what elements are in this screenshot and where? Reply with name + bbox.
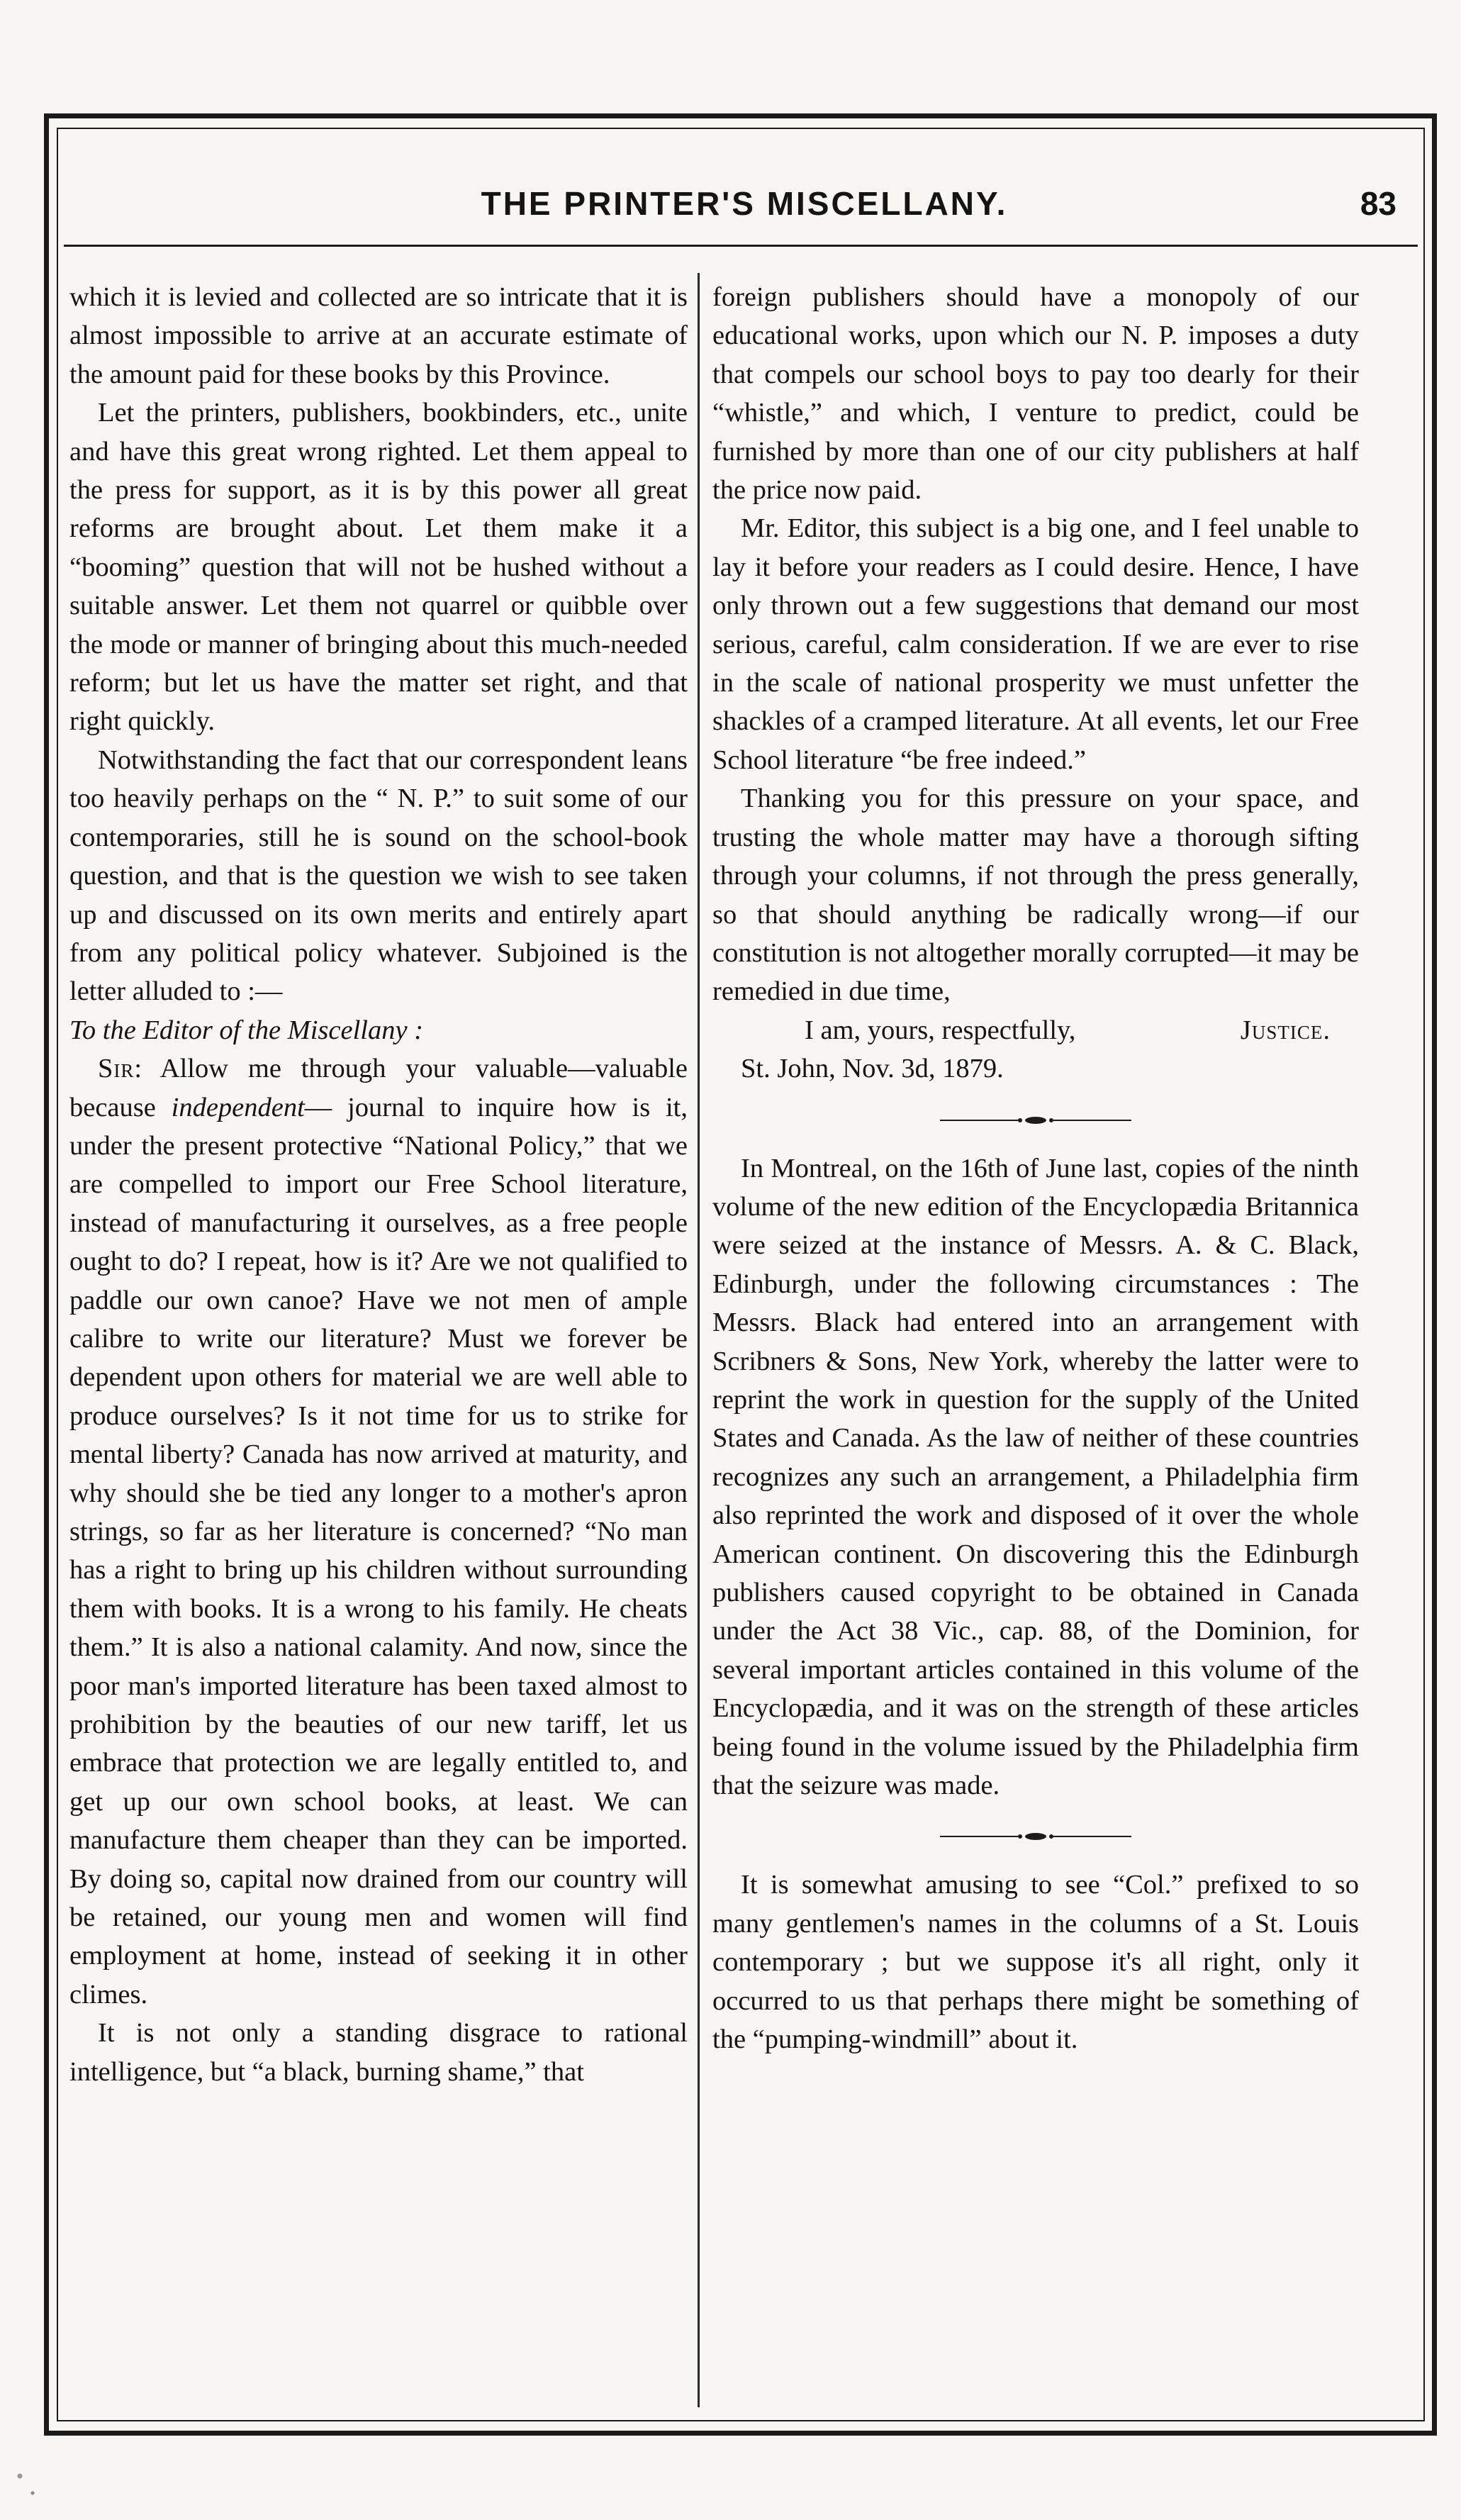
ornament-dot bbox=[1018, 1118, 1022, 1122]
letter-paragraph-5: Thanking you for this pressure on your space, and trusting the whole matter may have a thorough sifting through your columns, if not through the press generally, so that should anything be radically wrong—if our constitution is not altogether morally corrupted—it may be remedied in due time, bbox=[712, 784, 1359, 1007]
ornament-rule bbox=[1053, 1836, 1131, 1837]
letter-paragraph-4: Mr. Editor, this subject is a big one, and I feel unable to lay it before your readers as I could desire. Hence, I have only thrown out a few suggestions that demand our most serious, careful, calm consideration. If we are ever to rise in the scale of national prosperity we must unfetter the shackles of a cramped literature. At all events, let our Free School literature “be free indeed.” bbox=[712, 513, 1359, 775]
letter-closing: I am, yours, respectfully, bbox=[805, 1015, 1076, 1045]
letter-paragraph-3: foreign publishers should have a monopoly of our educational works, upon which our N. P. imposes a duty that compels our school boys to pay too dearly for their “whistle,” and which, I venture to predict, could be furnished by more than one of our city publishers at half the price now paid. bbox=[712, 282, 1359, 506]
ornament-rule bbox=[940, 1836, 1018, 1837]
letter-p1-text-a: : Allow me through your valuable—valuable because bbox=[69, 1054, 688, 1122]
letter-salutation: To the Editor of the Miscellany : bbox=[69, 1015, 424, 1045]
letter-dateline: St. John, Nov. 3d, 1879. bbox=[741, 1054, 1004, 1084]
ornament-center bbox=[1025, 1833, 1046, 1840]
page-header bbox=[78, 184, 1411, 234]
article-colonel-titles: It is somewhat amusing to see “Col.” prefixed to so many gentlemen's names in the columns of a St. Louis contemporary ; but we suppose it's all right, only it occurred to us that perhaps there might be something of the “pumping-windmill” about it. bbox=[712, 1870, 1359, 2055]
section-ornament-2 bbox=[712, 1817, 1359, 1856]
section-ornament-1 bbox=[712, 1101, 1359, 1139]
letter-paragraph-2: It is not only a standing disgrace to rational intelligence, but “a black, burning shame,” that bbox=[69, 2018, 688, 2087]
paragraph-continued: which it is levied and collected are so intricate that it is almost impossible to arrive at an accurate estimate of the amount paid for these books by this Province. bbox=[69, 282, 688, 389]
running-title: THE PRINTER'S MISCELLANY. bbox=[481, 185, 1008, 222]
page-number: 83 bbox=[1360, 185, 1396, 222]
letter-paragraph-1 bbox=[69, 1049, 688, 2014]
ornament-rule bbox=[1053, 1120, 1131, 1121]
letter-sir: Sir bbox=[98, 1054, 135, 1084]
ornament-center bbox=[1025, 1117, 1046, 1124]
letter-p1-text-b: — journal to inquire how is it, under the present protective “National Policy,” that we are compelled to import our Free School literature, instead of manufacturing it ourselves, as a free people ought to do? I repeat, how is it? Are we not qualified to paddle our own canoe? Have we not men of ample calibre to write our literature? Must we forever be dependent upon others for material we are well able to produce ourselves? Is it not time for us to strike for mental liberty? Canada has now arrived at maturity, and why should she be tied any longer to a mother's apron strings, so far as her literature is concerned? “No man has a right to bring up his children without surrounding them with books. It is a wrong to his family. He cheats them.” It is also a national calamity. And now, since the poor man's imported literature has been taxed almost to prohibition by the beauties of our new tariff, let us embrace that protection we are legally entitled to, and get up our own school books, at least. We can manufacture them cheaper than they can be imported. By doing so, capital now drained from our country will be retained, our young men and women will find employment at home, instead of seeking it in other climes. bbox=[69, 1092, 688, 2009]
paragraph-call-to-action: Let the printers, publishers, bookbinders, etc., unite and have this great wrong righted. Let them appeal to the press for support, as it is by this power all great reforms are brought about. Let them make it a “booming” question that will not be hushed without a suitable answer. Let them not quarrel or quibble over the mode or manner of bringing about this much-needed reform; but let us have the matter set right, and that right quickly. bbox=[69, 398, 688, 737]
letter-closing-line bbox=[712, 1011, 1359, 1049]
letter-p1-emphasis: independent bbox=[171, 1092, 305, 1122]
article-encyclopaedia-seizure: In Montreal, on the 16th of June last, copies of the ninth volume of the new edition of the Encyclopædia Britannica were seized at the instance of Messrs. A. & C. Black, Edinburgh, under the following circumstances : The Messrs. Black had entered into an arrangement with Scribners & Sons, New York, whereby the latter were to reprint the work in question for the supply of the United States and Canada. As the law of neither of these countries recognizes any such an arrangement, a Philadelphia firm also reprinted the work and disposed of it over the whole American continent. On discovering this the Edinburgh publishers caused copyright to be obtained in Canada under the Act 38 Vic., cap. 88, of the Dominion, for several important articles contained in this volume of the Encyclopædia, and it was on the strength of these articles being found in the volume issued by the Philadelphia firm that the seizure was made. bbox=[712, 1153, 1359, 1801]
ornament-rule bbox=[940, 1120, 1018, 1121]
left-column bbox=[69, 278, 688, 2091]
right-column bbox=[712, 278, 1359, 2058]
ornament-dot bbox=[1018, 1834, 1022, 1839]
column-divider bbox=[698, 273, 700, 2407]
header-rule bbox=[64, 245, 1418, 247]
paper-blemish bbox=[7, 2453, 50, 2510]
paragraph-correspondent-intro: Notwithstanding the fact that our correspondent leans too heavily perhaps on the “ N. P.” to suit some of our contemporaries, still he is sound on the school-book question, and that is the question we wish to see taken up and discussed on its own merits and entirely apart from any political policy whatever. Subjoined is the letter alluded to :— bbox=[69, 745, 688, 1007]
letter-signature: Justice. bbox=[1240, 1015, 1331, 1045]
